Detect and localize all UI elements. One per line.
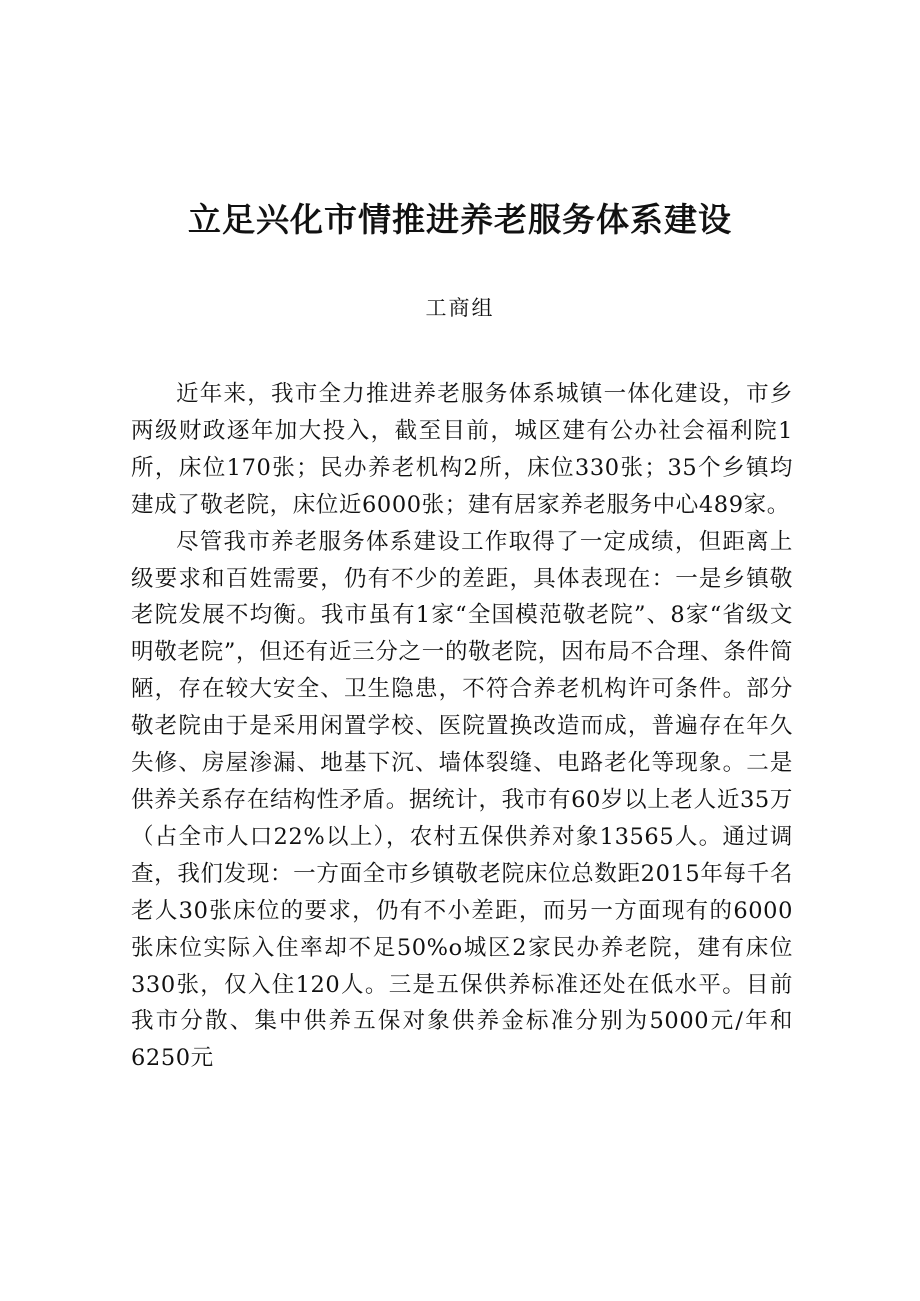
paragraph-intro: 近年来，我市全力推进养老服务体系城镇一体化建设，市乡两级财政逐年加大投入，截至目前，城区建有公办社会福利院1所，床位170张；民办养老机构2所，床位330张；35个乡镇均建成了敬老院，床位近6000张；建有居家养老服务中心489家。 bbox=[131, 381, 793, 518]
document-body bbox=[131, 376, 793, 1077]
document-title: 立足兴化市情推进养老服务体系建设 bbox=[188, 200, 732, 239]
document-author: 工商组 bbox=[425, 296, 495, 320]
paragraph-problems: 尽管我市养老服务体系建设工作取得了一定成绩，但距离上级要求和百姓需要，仍有不少的差距，具体表现在：一是乡镇敬老院发展不均衡。我市虽有1家“全国模范敬老院”、8家“省级文明敬老院”，但还有近三分之一的敬老院，因布局不合理、条件简陋，存在较大安全、卫生隐患，不符合养老机构许可条件。部分敬老院由于是采用闲置学校、医院置换改造而成，普遍存在年久失修、房屋渗漏、地基下沉、墙体裂缝、电路老化等现象。二是供养关系存在结构性矛盾。据统计，我市有60岁以上老人近35万（占全市人口22%以上），农村五保供养对象13565人。通过调查，我们发现：一方面全市乡镇敬老院床位总数距2015年每千名老人30张床位的要求，仍有不小差距，而另一方面现有的6000张床位实际入住率却不足50%o城区2家民办养老院，建有床位330张，仅入住120人。三是五保供养标准还处在低水平。目前我市分散、集中供养五保对象供养金标准分别为5000元/年和6250元 bbox=[131, 528, 793, 1072]
